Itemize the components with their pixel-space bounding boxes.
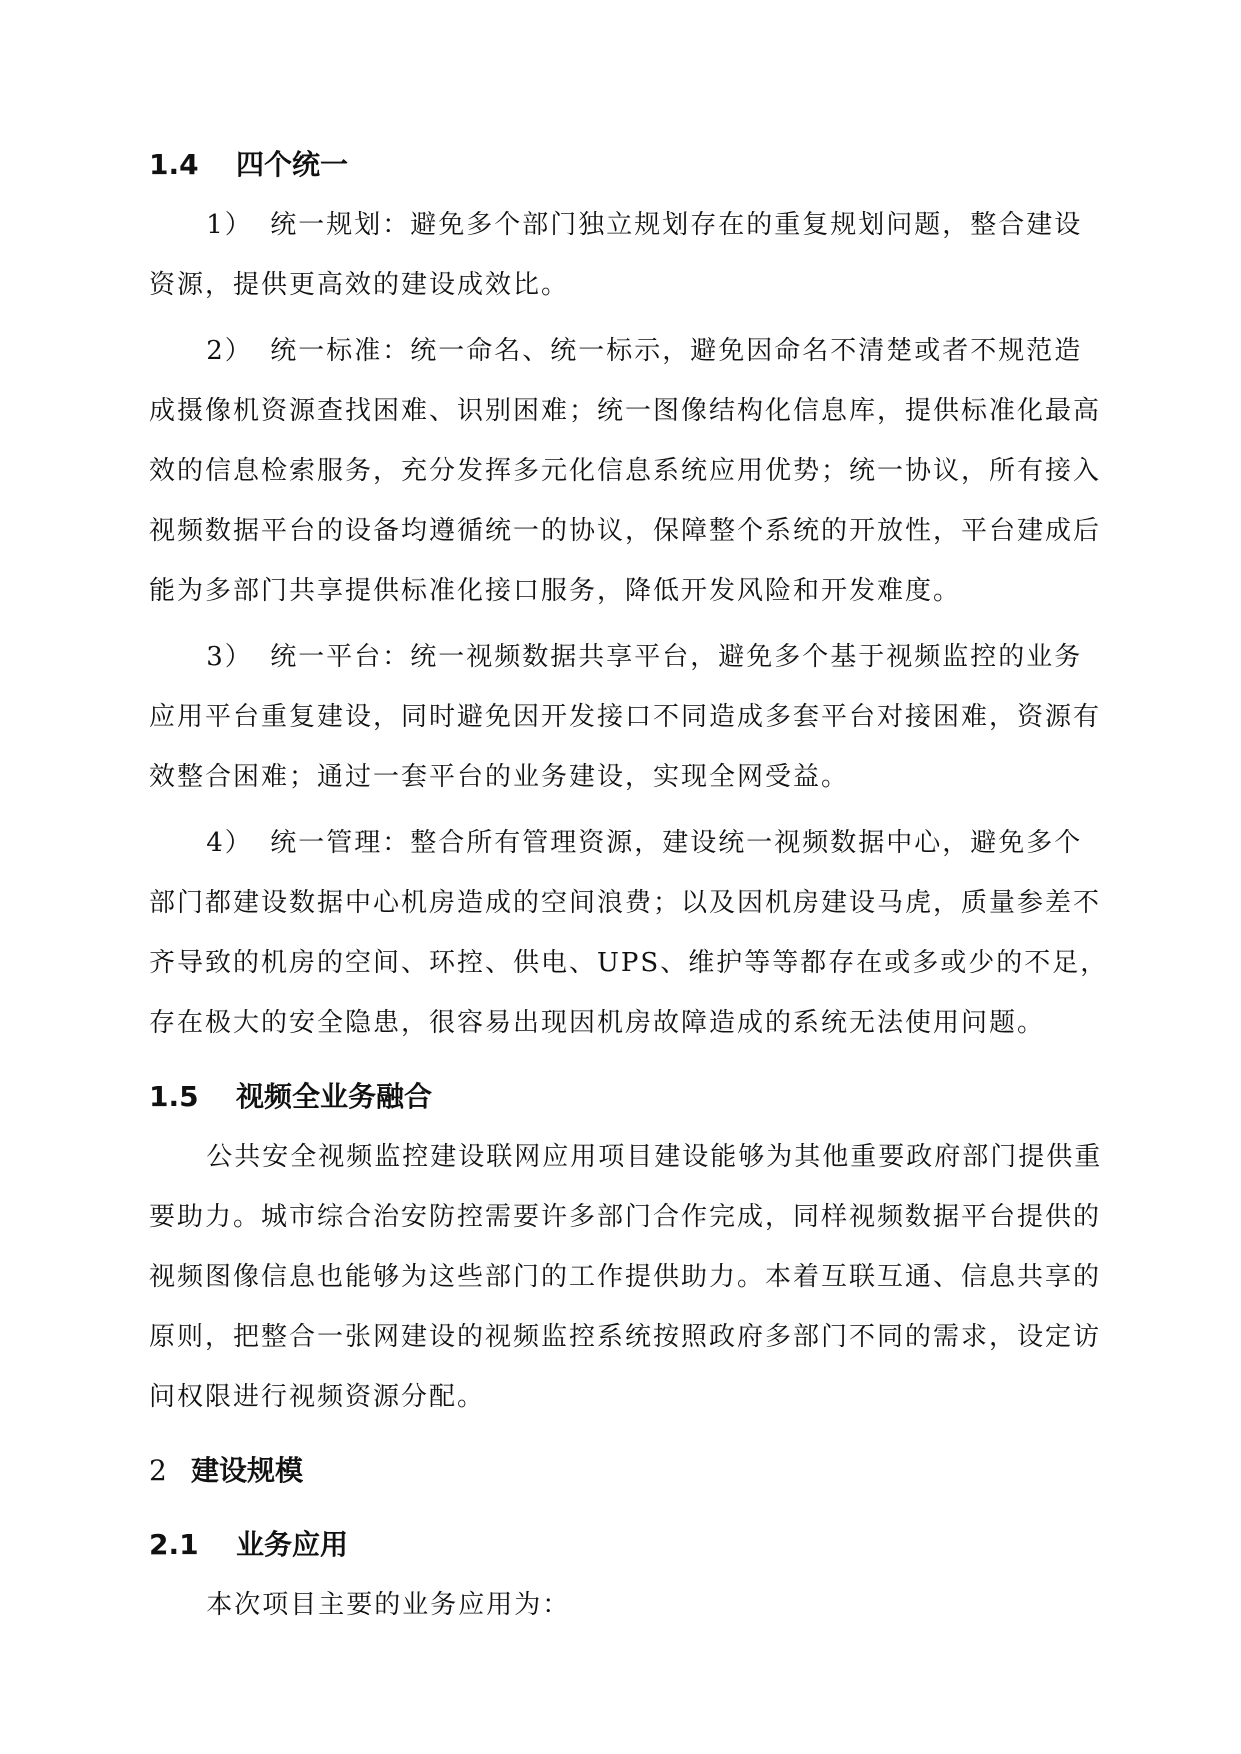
item-marker: 3） [206, 642, 253, 672]
item-text: 统一规划：避免多个部门独立规划存在的重复规划问题，整合建设资源，提供更高效的建设成效比。 [149, 210, 1083, 300]
section-number: 2 [149, 1454, 167, 1487]
section-heading-1-5 [149, 1067, 1109, 1127]
section-heading-1-4 [149, 135, 1109, 195]
section-number: 1.4 [149, 148, 199, 181]
list-item-unified-management [149, 813, 1109, 1053]
item-marker: 4） [206, 828, 253, 858]
item-text: 统一平台：统一视频数据共享平台，避免多个基于视频监控的业务应用平台重复建设，同时避免因开发接口不同造成多套平台对接困难，资源有效整合困难；通过一套平台的业务建设，实现全网受益。 [149, 642, 1102, 792]
business-intro: 本次项目主要的业务应用为： [206, 1590, 571, 1620]
fusion-paragraph: 公共安全视频监控建设联网应用项目建设能够为其他重要政府部门提供重要助力。城市综合治安防控需要许多部门合作完成，同样视频数据平台提供的视频图像信息也能够为这些部门的工作提供助力。本着互联互通、信息共享的原则，把整合一张网建设的视频监控系统按照政府多部门不同的需求，设定访问权限进行视频资源分配。 [149, 1142, 1103, 1412]
section-title: 建设规模 [191, 1454, 304, 1487]
section-title: 四个统一 [236, 148, 349, 181]
list-item-unified-planning [149, 195, 1109, 315]
section-number: 2.1 [149, 1528, 199, 1561]
item-text: 统一标准：统一命名、统一标示，避免因命名不清楚或者不规范造成摄像机资源查找困难、识别困难；统一图像结构化信息库，提供标准化最高效的信息检索服务，充分发挥多元化信息系统应用优势；统一协议，所有接入视频数据平台的设备均遵循统一的协议，保障整个系统的开放性，平台建成后能为多部门共享提供标准化接口服务，降低开发风险和开发难度。 [149, 336, 1102, 606]
document-body [149, 135, 1109, 1635]
item-text: 统一管理：整合所有管理资源，建设统一视频数据中心，避免多个部门都建设数据中心机房造成的空间浪费；以及因机房建设马虎，质量参差不齐导致的机房的空间、环控、供电、UPS、维护等等都存在或多或少的不足，存在极大的安全隐患，很容易出现因机房故障造成的系统无法使用问题。 [149, 828, 1109, 1038]
list-item-unified-platform [149, 627, 1109, 807]
item-marker: 2） [206, 336, 253, 366]
section-heading-2 [149, 1441, 1109, 1501]
section-title: 业务应用 [236, 1528, 349, 1561]
item-marker: 1） [206, 210, 253, 240]
section-number: 1.5 [149, 1080, 199, 1113]
section-title: 视频全业务融合 [236, 1080, 433, 1113]
list-item-unified-standards [149, 321, 1109, 621]
section-heading-2-1 [149, 1515, 1109, 1575]
